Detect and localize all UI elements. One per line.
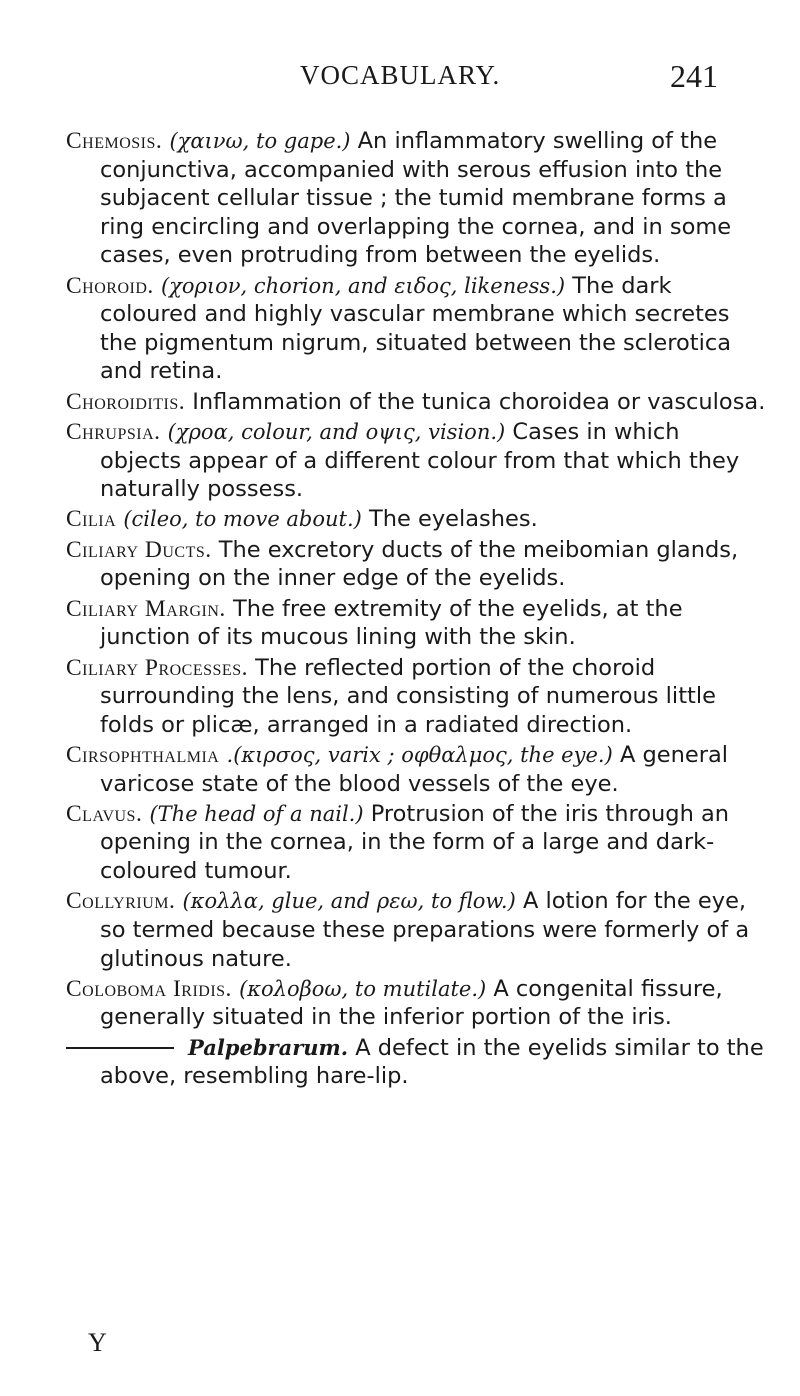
vocabulary-entries: [66, 127, 766, 1093]
entry-term: Cilia: [66, 506, 117, 533]
entry-definition: A lotion for the eye, so termed because these preparations were formerly of a glutinous nature.: [100, 888, 750, 972]
entry-etymology: .(κιρσος, varix ; οφθαλμος, the eye.): [226, 742, 613, 767]
entry-chrupsia: [66, 418, 766, 504]
entry-definition: A congenital fissure, generally situated in the inferior portion of the iris.: [100, 975, 723, 1031]
entry-term: Choroid.: [66, 272, 154, 299]
entry-term: Collyrium.: [66, 888, 176, 915]
entry-definition: The eyelashes.: [369, 506, 538, 533]
entry-palpebrarum: [66, 1034, 766, 1091]
entry-term: Clavus.: [66, 800, 143, 827]
entry-term: Choroiditis.: [66, 388, 186, 415]
entry-definition: The dark coloured and highly vascular membrane which secretes the pigmentum nigrum, situated between the sclerotica and retina.: [100, 272, 731, 385]
entry-etymology: (The head of a nail.): [149, 801, 364, 826]
entry-coloboma-iridis: [66, 975, 766, 1032]
entry-cirsophthalmia: [66, 741, 766, 798]
entry-definition: A general varicose state of the blood vessels of the eye.: [100, 741, 728, 797]
entry-cilia: [66, 505, 766, 534]
entry-term: Ciliary Ducts.: [66, 536, 212, 563]
entry-chemosis: [66, 127, 766, 270]
entry-definition: The excretory ducts of the meibomian glands, opening on the inner edge of the eyelids.: [100, 536, 739, 592]
running-head: VOCABULARY.: [300, 60, 501, 90]
entry-term: Ciliary Processes.: [66, 654, 248, 681]
entry-etymology: (χαινω, to gape.): [169, 129, 351, 153]
entry-ciliary-ducts: [66, 536, 766, 593]
entry-term: Cirsophthalmia: [66, 741, 220, 768]
entry-term: Ciliary Margin.: [66, 595, 226, 622]
entry-collyrium: [66, 887, 766, 973]
entry-term: Chrupsia.: [66, 419, 161, 445]
entry-etymology: (κολοβοω, to mutilate.): [239, 976, 487, 1001]
entry-term: Coloboma Iridis.: [66, 975, 232, 1002]
entry-definition: The free extremity of the eyelids, at the junction of its mucous lining with the skin.: [100, 595, 683, 651]
entry-choroiditis: [66, 388, 766, 417]
entry-definition: Cases in which objects appear of a different colour from that which they naturally possess.: [100, 419, 740, 503]
entry-etymology: (χροα, colour, and οψις, vision.): [167, 420, 506, 444]
page-number: 241: [670, 58, 718, 94]
entry-term: Palpebrarum.: [188, 1034, 349, 1060]
entry-definition: An inflammatory swelling of the conjunctiva, accompanied with serous effusion into the subjacent cellular tissue ; the tumid membrane forms a ring encircling and overlapping the cornea, and in some cases, even protruding from between the eyelids.: [100, 128, 732, 269]
entry-ciliary-margin: [66, 595, 766, 652]
entry-term: Chemosis.: [66, 128, 163, 154]
entry-definition: A defect in the eyelids similar to the above, resembling hare-lip.: [100, 1034, 764, 1090]
page-header: [0, 60, 800, 100]
entry-clavus: [66, 800, 766, 886]
entry-definition: Inflammation of the tunica choroidea or vasculosa.: [192, 388, 766, 415]
entry-etymology: (χοριον, chorion, and ειδος, likeness.): [160, 273, 566, 298]
ditto-dash: [66, 1047, 174, 1049]
entry-etymology: (cileo, to move about.): [123, 507, 362, 532]
entry-choroid: [66, 272, 766, 386]
entry-definition: Protrusion of the iris through an opening in the cornea, in the form of a large and dark-coloured tumour.: [100, 800, 730, 885]
entry-ciliary-processes: [66, 654, 766, 740]
entry-definition: The reflected portion of the choroid surrounding the lens, and consisting of numerous little folds or plicæ, arranged in a radiated direction.: [100, 654, 716, 738]
entry-etymology: (κολλα, glue, and ρεω, to flow.): [182, 889, 516, 914]
signature-mark: Y: [88, 1328, 107, 1357]
